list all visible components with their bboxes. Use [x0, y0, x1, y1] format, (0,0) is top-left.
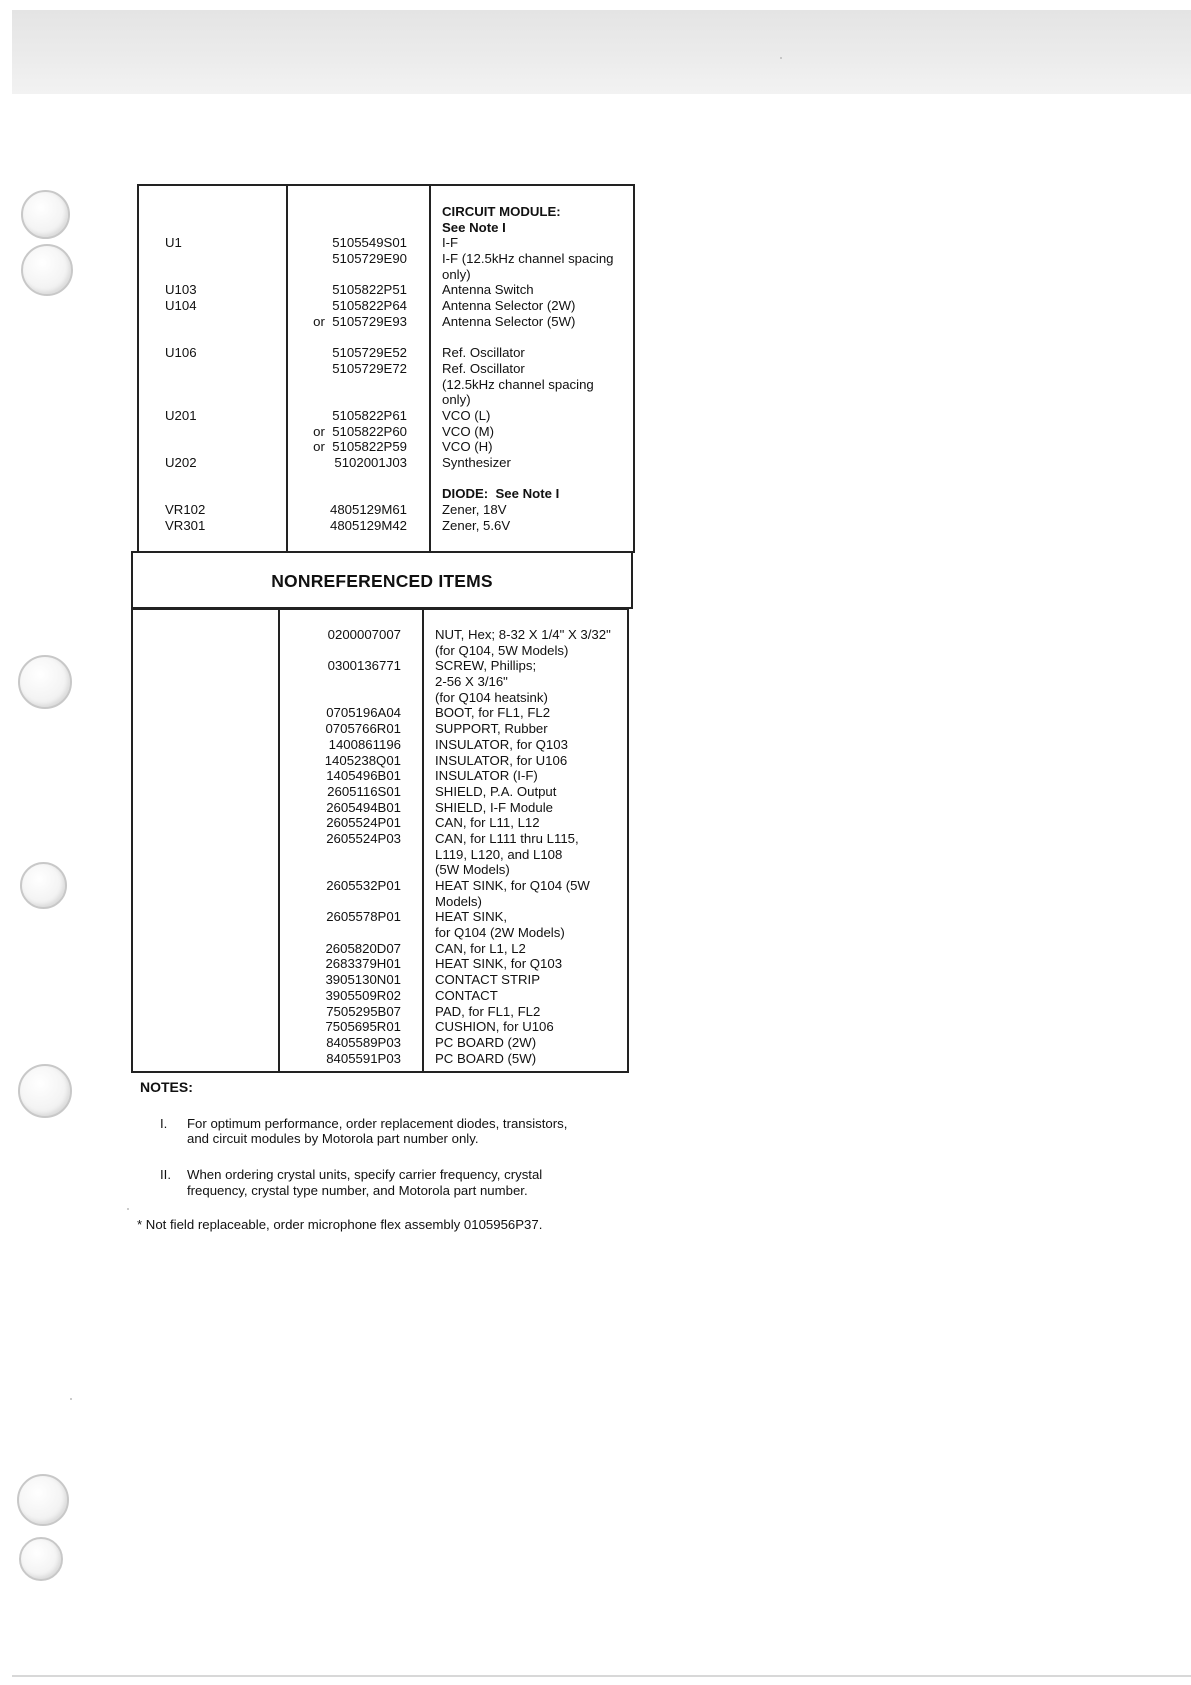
part-description: INSULATOR (I-F) — [435, 768, 538, 784]
reference-designator — [165, 267, 205, 283]
part-description: CONTACT STRIP — [435, 972, 541, 988]
part-description: Antenna Selector (2W) — [442, 298, 576, 314]
description-column — [435, 627, 611, 1066]
column-divider — [278, 610, 280, 1071]
note-item — [140, 1116, 660, 1147]
part-description: Ref. Oscillator — [442, 360, 525, 376]
part-description: INSULATOR, for Q103 — [435, 736, 568, 752]
part-description: INSULATOR, for U106 — [435, 752, 568, 768]
part-number: 1405496B01 — [326, 768, 401, 784]
reference-designator — [165, 220, 205, 236]
reference-designator — [165, 471, 205, 487]
note-text-line: When ordering crystal units, specify carrier frequency, crystal — [187, 1167, 543, 1183]
scan-speck — [70, 1398, 72, 1400]
part-description: (for Q104, 5W Models) — [435, 642, 569, 658]
part-number: 5105822P61 — [332, 407, 407, 423]
reference-designator: U202 — [165, 455, 197, 470]
note-item — [140, 1167, 660, 1198]
part-number — [313, 220, 407, 236]
part-number: 1405238Q01 — [324, 752, 401, 768]
part-number — [325, 643, 401, 659]
part-description: (12.5kHz channel spacing — [442, 376, 594, 392]
part-number — [325, 925, 401, 941]
part-description: 2-56 X 3/16" — [435, 674, 508, 690]
part-description: only) — [442, 266, 471, 282]
part-number: 5105549S01 — [332, 235, 407, 251]
part-description: PC BOARD (2W) — [435, 1034, 537, 1050]
part-description: (5W Models) — [435, 862, 510, 878]
part-description: SUPPORT, Rubber — [435, 721, 548, 737]
part-number — [313, 204, 407, 220]
description-column — [442, 204, 614, 533]
part-description: (for Q104 heatsink) — [435, 689, 548, 705]
part-description: HEAT SINK, — [435, 909, 508, 925]
part-number — [325, 847, 401, 863]
scan-bottom-edge — [12, 1675, 1191, 1677]
reference-designator — [165, 392, 205, 408]
part-description: HEAT SINK, for Q104 (5W — [435, 878, 590, 893]
part-description: PC BOARD (5W) — [435, 1050, 537, 1066]
part-description — [442, 330, 614, 346]
part-number: or 5105822P59 — [313, 439, 407, 455]
reference-designator — [165, 486, 205, 502]
part-number: 4805129M61 — [330, 502, 407, 518]
part-number: 2605532P01 — [326, 878, 401, 893]
part-number: 0705196A04 — [326, 705, 401, 721]
binder-hole-icon — [19, 1537, 63, 1581]
part-number — [325, 674, 401, 690]
scan-speck — [127, 1208, 129, 1210]
part-description: CAN, for L11, L12 — [435, 815, 540, 831]
part-description: Antenna Selector (5W) — [442, 313, 576, 329]
part-number: or 5105729E93 — [313, 313, 407, 329]
part-description: SHIELD, P.A. Output — [435, 783, 557, 799]
binder-hole-icon — [20, 862, 67, 909]
part-number — [313, 267, 407, 283]
part-description: CAN, for L111 thru L115, — [435, 830, 579, 846]
part-description: CONTACT — [435, 987, 498, 1003]
column-divider — [422, 610, 424, 1071]
part-description: Zener, 5.6V — [442, 517, 511, 533]
part-description: Synthesizer — [442, 455, 511, 470]
part-number — [325, 690, 401, 706]
part-number: 3905509R02 — [325, 987, 401, 1003]
reference-designator: U104 — [165, 298, 197, 314]
part-number-column — [313, 204, 407, 533]
part-description: Ref. Oscillator — [442, 345, 525, 361]
parts-list-table-nonreferenced — [131, 608, 629, 1073]
reference-designator — [165, 314, 205, 330]
part-number: 8405589P03 — [326, 1034, 401, 1050]
part-description: See Note I — [442, 219, 506, 235]
note-text-line: and circuit modules by Motorola part number only. — [187, 1131, 479, 1147]
part-description: PAD, for FL1, FL2 — [435, 1003, 541, 1019]
nonreferenced-items-header — [131, 551, 633, 609]
part-number: 2683379H01 — [325, 956, 401, 972]
reference-designator: U106 — [165, 345, 197, 361]
reference-designator — [165, 204, 205, 220]
part-description: for Q104 (2W Models) — [435, 925, 565, 941]
part-number: 5105822P64 — [332, 298, 407, 314]
reference-designator: U201 — [165, 407, 197, 423]
note-number: I. — [160, 1115, 168, 1131]
part-number: 5105729E52 — [332, 345, 407, 361]
part-number-column — [325, 627, 401, 1066]
part-description: VCO (L) — [442, 407, 491, 423]
part-number — [313, 486, 407, 502]
part-number: 7505295B07 — [326, 1003, 401, 1019]
part-number: 0300136771 — [327, 658, 401, 674]
section-title: NONREFERENCED ITEMS — [271, 571, 493, 591]
part-description: I-F (12.5kHz channel spacing — [442, 251, 614, 267]
reference-designator: VR102 — [165, 502, 206, 518]
part-description: only) — [442, 392, 471, 408]
part-description: I-F — [442, 235, 459, 251]
part-number: 5105729E90 — [332, 251, 407, 267]
part-number: 5102001J03 — [334, 455, 407, 470]
part-description: L119, L120, and L108 — [435, 846, 563, 862]
reference-designator: VR301 — [165, 517, 206, 533]
footnote: * Not field replaceable, order microphone flex assembly 0105956P37. — [137, 1217, 543, 1232]
binder-hole-icon — [21, 190, 70, 239]
part-number: 5105729E72 — [332, 360, 407, 376]
reference-designator — [165, 424, 205, 440]
part-description: VCO (M) — [442, 423, 495, 439]
part-description: CUSHION, for U106 — [435, 1019, 554, 1035]
part-description: DIODE: See Note I — [442, 486, 560, 502]
notes-section — [140, 1080, 660, 1198]
part-number — [313, 471, 407, 487]
part-description: SHIELD, I-F Module — [435, 799, 553, 815]
scan-speck — [780, 57, 782, 59]
part-number — [313, 392, 407, 408]
reference-designator: U1 — [165, 235, 182, 251]
note-text-line: frequency, crystal type number, and Motorola part number. — [187, 1182, 528, 1198]
part-number: 8405591P03 — [326, 1050, 401, 1066]
part-number — [325, 862, 401, 878]
part-number — [325, 894, 401, 910]
column-divider — [429, 186, 431, 551]
part-number: 5105822P51 — [332, 282, 407, 298]
reference-designator — [165, 439, 205, 455]
part-description: SCREW, Phillips; — [435, 658, 537, 674]
part-description: Zener, 18V — [442, 502, 507, 518]
part-description: VCO (H) — [442, 439, 493, 455]
part-number — [313, 330, 407, 346]
part-description — [442, 471, 614, 487]
parts-list-table-upper — [137, 184, 635, 553]
part-description: NUT, Hex; 8-32 X 1/4" X 3/32" — [435, 627, 611, 642]
note-number: II. — [160, 1167, 171, 1183]
part-description: CIRCUIT MODULE: — [442, 204, 561, 219]
binder-hole-icon — [18, 1064, 72, 1118]
part-number: 0200007007 — [327, 627, 401, 642]
part-number: 7505695R01 — [325, 1019, 401, 1035]
reference-designator — [165, 361, 205, 377]
part-number: 2605524P03 — [326, 830, 401, 846]
column-divider — [286, 186, 288, 551]
part-number: or 5105822P60 — [313, 423, 407, 439]
part-number: 2605578P01 — [326, 909, 401, 925]
part-number: 0705766R01 — [325, 721, 401, 737]
binder-hole-icon — [17, 1474, 69, 1526]
part-number: 3905130N01 — [325, 972, 401, 988]
binder-hole-icon — [21, 244, 73, 296]
part-description: BOOT, for FL1, FL2 — [435, 705, 551, 721]
part-number: 2605820D07 — [325, 940, 401, 956]
reference-designator-column — [165, 204, 205, 533]
reference-designator — [165, 377, 205, 393]
part-description: HEAT SINK, for Q103 — [435, 956, 563, 972]
part-description: CAN, for L1, L2 — [435, 940, 526, 956]
part-number: 4805129M42 — [330, 517, 407, 533]
part-number — [313, 377, 407, 393]
reference-designator — [165, 330, 205, 346]
scan-top-shadow — [12, 10, 1191, 94]
part-number: 2605524P01 — [326, 815, 401, 831]
binder-hole-icon — [18, 655, 72, 709]
part-description: Models) — [435, 893, 482, 909]
reference-designator — [165, 251, 205, 267]
part-number: 2605494B01 — [326, 799, 401, 815]
part-number: 1400861196 — [328, 736, 401, 752]
reference-designator: U103 — [165, 282, 197, 298]
note-text-line: For optimum performance, order replacement diodes, transistors, — [187, 1115, 568, 1131]
part-description: Antenna Switch — [442, 282, 534, 298]
part-number: 2605116S01 — [327, 783, 401, 799]
notes-heading: NOTES: — [140, 1079, 193, 1095]
